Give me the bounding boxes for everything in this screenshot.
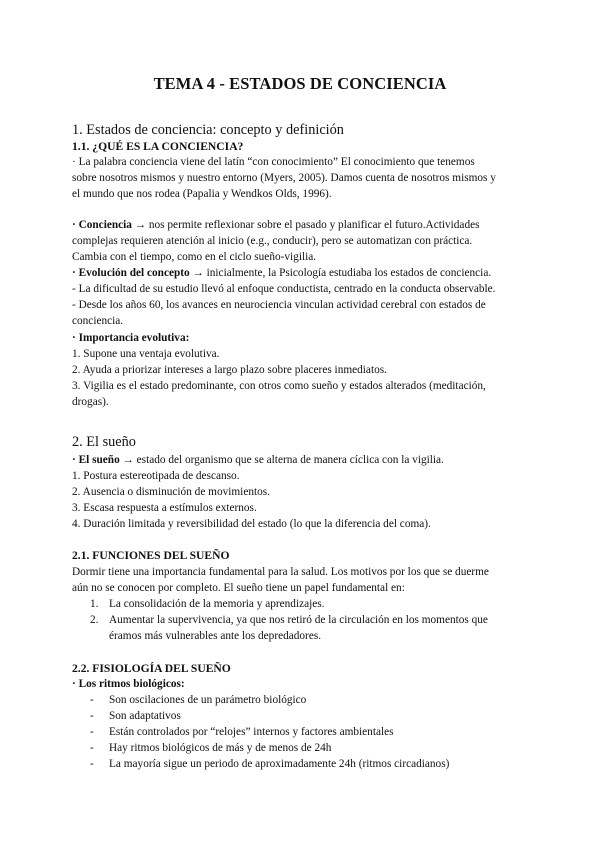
list-item: 3. Escasa respuesta a estímulos externos.	[72, 502, 257, 514]
section-1-heading: 1. Estados de conciencia: concepto y definición	[72, 122, 344, 138]
paragraph-line: complejas requieren atención al inicio (e.g., conducir), pero se automatizan con práctica.	[72, 235, 473, 247]
conciencia-text: → nos permite reflexionar sobre el pasado y planificar el futuro.Actividades	[131, 219, 480, 231]
paragraph-line: aún no se conocen por completo. El sueño tiene un papel fundamental en:	[72, 582, 405, 594]
page-title: TEMA 4 - ESTADOS DE CONCIENCIA	[153, 74, 447, 93]
ritmos-label: · Los ritmos biológicos:	[72, 678, 185, 690]
list-item: 1. Supone una ventaja evolutiva.	[72, 348, 220, 360]
paragraph-line: sobre nosotros mismos y nuestro entorno (Myers, 2005). Damos cuenta de nosotros mismos y	[72, 172, 496, 184]
paragraph-line: · La palabra conciencia viene del latín “con conocimiento” El conocimiento que tenemos	[72, 156, 475, 168]
importancia-label: · Importancia evolutiva:	[72, 332, 190, 344]
list-item: 2. Ausencia o disminución de movimientos.	[72, 486, 270, 498]
paragraph-line: Dormir tiene una importancia fundamental para la salud. Los motivos por los que se duerme	[72, 566, 489, 578]
list-item: 2. Ayuda a priorizar intereses a largo plazo sobre placeres inmediatos.	[72, 364, 387, 376]
paragraph-line: conciencia.	[72, 315, 124, 327]
list-item: - Son adaptativos	[90, 710, 181, 722]
list-item: - Están controlados por “relojes” internos y factores ambientales	[90, 726, 394, 738]
paragraph-line: - Desde los años 60, los avances en neurociencia vinculan actividad cerebral con estados de	[72, 299, 486, 311]
list-item: - Son oscilaciones de un parámetro biológico	[90, 694, 307, 706]
list-item: - La mayoría sigue un periodo de aproximadamente 24h (ritmos circadianos)	[90, 758, 450, 770]
evolucion-label: · Evolución del concepto	[72, 267, 190, 279]
conciencia-label: · Conciencia	[72, 219, 132, 231]
list-item: 1. La consolidación de la memoria y aprendizajes.	[90, 598, 325, 610]
paragraph-line: el mundo que nos rodea (Papalia y Wendkos Olds, 1996).	[72, 188, 332, 200]
evolucion-text: → inicialmente, la Psicología estudiaba los estados de conciencia.	[189, 267, 492, 279]
subsection-1-1-heading: 1.1. ¿QUÉ ES LA CONCIENCIA?	[72, 140, 244, 153]
list-item: drogas).	[72, 396, 109, 408]
list-item: 4. Duración limitada y reversibilidad del estado (lo que la diferencia del coma).	[72, 518, 431, 530]
subsection-2-2-heading: 2.2. FISIOLOGÍA DEL SUEÑO	[72, 662, 231, 675]
paragraph-line: - La dificultad de su estudio llevó al enfoque conductista, centrado en la conducta observable.	[72, 283, 496, 295]
sueno-text: → estado del organismo que se alterna de manera cíclica con la vigilia.	[119, 454, 444, 466]
conciencia-line	[72, 218, 480, 233]
list-item: 1. Postura estereotipada de descanso.	[72, 470, 240, 482]
list-item: 2. Aumentar la supervivencia, ya que nos retiró de la circulación en los momentos que	[90, 614, 488, 626]
list-item: - Hay ritmos biológicos de más y de menos de 24h	[90, 742, 332, 754]
list-item: 3. Vigilia es el estado predominante, con otros como sueño y estados alterados (meditación,	[72, 380, 486, 392]
paragraph-line: Cambia con el tiempo, como en el ciclo sueño-vigilia.	[72, 251, 317, 263]
sueno-line	[72, 453, 444, 468]
section-2-heading: 2. El sueño	[72, 434, 136, 450]
list-item-continuation: éramos más vulnerables ante los depredadores.	[109, 630, 322, 642]
sueno-label: · El sueño	[72, 454, 120, 466]
evolucion-line	[72, 266, 491, 281]
subsection-2-1-heading: 2.1. FUNCIONES DEL SUEÑO	[72, 549, 230, 562]
